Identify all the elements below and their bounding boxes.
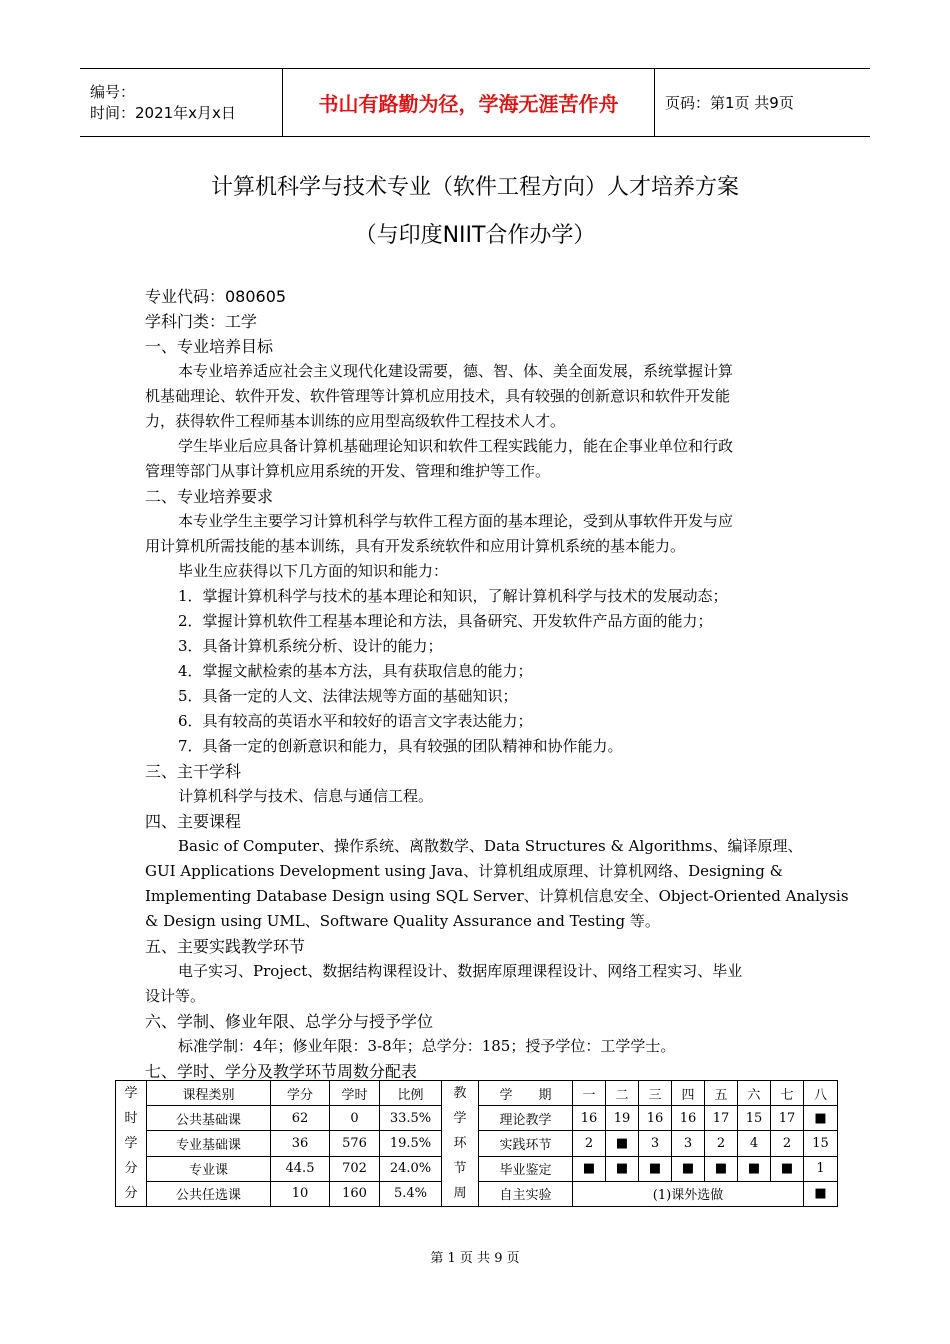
paragraph-line: 机基础理论、软件开发、软件管理等计算机应用技术，具有较强的创新意识和软件开发能 [145, 387, 731, 405]
table-cell: 2 [705, 1131, 738, 1156]
paragraph-line: & Design using UML、Software Quality Assurance and Testing 等。 [145, 912, 660, 930]
page-header [80, 68, 870, 137]
vertical-label-teaching-weeks: 教 学 环 节 周 [442, 1081, 479, 1207]
section-heading: 四、主要课程 [145, 812, 242, 831]
number-label: 编号： [90, 82, 136, 101]
table-cell: (1)课外选做 [573, 1181, 804, 1206]
table-cell: 公共任选课 [147, 1181, 271, 1206]
table-cell: 毕业鉴定 [479, 1156, 573, 1181]
table-cell: 2 [573, 1131, 606, 1156]
vertical-label-hours-credits: 学 时 学 分 分 [116, 1081, 147, 1207]
table-cell: ■ [573, 1156, 606, 1181]
term-header: 七 [771, 1081, 804, 1106]
table-cell: 专业基础课 [147, 1131, 271, 1156]
table-cell: ■ [639, 1156, 672, 1181]
paragraph-line: 计算机科学与技术、信息与通信工程。 [178, 787, 434, 805]
paragraph-line: 管理等部门从事计算机应用系统的开发、管理和维护等工作。 [145, 462, 551, 480]
term-header: 八 [804, 1081, 838, 1106]
paragraph-line: Basic of Computer、操作系统、离散数学、Data Structures & Algorithms、编译原理、 [178, 837, 803, 855]
section-heading: 一、专业培养目标 [145, 337, 274, 356]
table-cell: 15 [738, 1106, 771, 1131]
document-title: 计算机科学与技术专业（软件工程方向）人才培养方案 [210, 175, 739, 200]
section-heading: 七、学时、学分及教学环节周数分配表 [145, 1062, 418, 1081]
table-cell: 576 [330, 1131, 380, 1156]
term-header: 一 [573, 1081, 606, 1106]
document-subtitle: （与印度NIIT合作办学） [354, 223, 596, 248]
table-cell: 0 [330, 1106, 380, 1131]
list-item: 3．具备计算机系统分析、设计的能力； [178, 637, 443, 655]
table-cell: 160 [330, 1181, 380, 1206]
table-header-cell: 学时 [330, 1081, 380, 1106]
table-header-cell: 学 期 [479, 1081, 573, 1106]
page-footer: 第 1 页 共 9 页 [430, 1251, 520, 1266]
table-cell: 理论教学 [479, 1106, 573, 1131]
table-cell: 专业课 [147, 1156, 271, 1181]
table-cell: 17 [705, 1106, 738, 1131]
table-cell: ■ [606, 1156, 639, 1181]
section-heading: 六、学制、修业年限、总学分与授予学位 [145, 1012, 434, 1031]
table-cell: 3 [672, 1131, 705, 1156]
paragraph-line: 电子实习、Project、数据结构课程设计、数据库原理课程设计、网络工程实习、毕业 [178, 962, 743, 980]
table-cell: 36 [271, 1131, 330, 1156]
table-cell: 16 [573, 1106, 606, 1131]
table-cell: 33.5% [380, 1106, 442, 1131]
paragraph-line: Implementing Database Design using SQL Server、计算机信息安全、Object-Oriented Analysis [145, 887, 849, 905]
list-item: 6．具有较高的英语水平和较好的语言文字表达能力； [178, 712, 533, 730]
term-header: 二 [606, 1081, 639, 1106]
distribution-table-wrap [115, 1080, 838, 1207]
section-heading: 三、主干学科 [145, 762, 242, 781]
paragraph-line: 力，获得软件工程师基本训练的应用型高级软件工程技术人才。 [145, 412, 566, 430]
paragraph-line: 用计算机所需技能的基本训练，具有开发系统软件和应用计算机系统的基本能力。 [145, 537, 686, 555]
document-body [145, 284, 849, 1084]
section-heading: 二、专业培养要求 [145, 487, 274, 506]
major-code: 专业代码：080605 [145, 287, 287, 306]
table-cell: 19.5% [380, 1131, 442, 1156]
list-item: 1．掌握计算机科学与技术的基本理论和知识，了解计算机科学与技术的发展动态； [178, 587, 728, 605]
list-item: 2．掌握计算机软件工程基本理论和方法，具备研究、开发软件产品方面的能力； [178, 612, 713, 630]
table-header-cell: 比例 [380, 1081, 442, 1106]
term-header: 三 [639, 1081, 672, 1106]
time-label: 时间：2021年x月x日 [90, 103, 236, 122]
term-header: 六 [738, 1081, 771, 1106]
table-cell: ■ [672, 1156, 705, 1181]
paragraph-line: 本专业学生主要学习计算机科学与软件工程方面的基本理论，受到从事软件开发与应 [178, 512, 734, 530]
table-header-cell: 学分 [271, 1081, 330, 1106]
term-header: 四 [672, 1081, 705, 1106]
paragraph-line: 学生毕业后应具备计算机基础理论知识和软件工程实践能力，能在企事业单位和行政 [178, 437, 734, 455]
header-motto: 书山有路勤为径，学海无涯苦作舟 [282, 69, 655, 136]
table-cell: 19 [606, 1106, 639, 1131]
paragraph-line: GUI Applications Development using Java、计算机组成原理、计算机网络、Designing & [145, 862, 783, 880]
table-cell: 15 [804, 1131, 838, 1156]
table-cell: 2 [771, 1131, 804, 1156]
table-cell: 实践环节 [479, 1131, 573, 1156]
header-page-label: 页码：第1页 共9页 [665, 94, 794, 112]
table-cell: ■ [738, 1156, 771, 1181]
table-cell: 3 [639, 1131, 672, 1156]
table-cell: 公共基础课 [147, 1106, 271, 1131]
table-cell: ■ [771, 1156, 804, 1181]
table-cell: 24.0% [380, 1156, 442, 1181]
discipline-category: 学科门类：工学 [145, 312, 258, 331]
table-row [116, 1081, 838, 1106]
table-cell: 1 [804, 1156, 838, 1181]
table-cell: 702 [330, 1156, 380, 1181]
distribution-table [115, 1080, 838, 1207]
section-heading: 五、主要实践教学环节 [145, 937, 306, 956]
paragraph-line: 本专业培养适应社会主义现代化建设需要，德、智、体、美全面发展，系统掌握计算 [178, 362, 734, 380]
table-cell: ■ [804, 1181, 838, 1206]
table-cell: 10 [271, 1181, 330, 1206]
list-item: 7．具备一定的创新意识和能力，具有较强的团队精神和协作能力。 [178, 737, 623, 755]
table-cell: ■ [705, 1156, 738, 1181]
list-item: 4．掌握文献检索的基本方法，具有获取信息的能力； [178, 662, 533, 680]
table-header-cell: 课程类别 [147, 1081, 271, 1106]
table-cell: 17 [771, 1106, 804, 1131]
table-cell: 4 [738, 1131, 771, 1156]
paragraph-line: 设计等。 [145, 987, 206, 1005]
table-cell: 5.4% [380, 1181, 442, 1206]
table-cell: ■ [804, 1106, 838, 1131]
table-cell: 自主实验 [479, 1181, 573, 1206]
term-header: 五 [705, 1081, 738, 1106]
header-left [80, 69, 282, 136]
table-cell: 16 [672, 1106, 705, 1131]
table-cell: 16 [639, 1106, 672, 1131]
paragraph-line: 毕业生应获得以下几方面的知识和能力： [178, 562, 449, 580]
paragraph-line: 标准学制：4年；修业年限：3-8年；总学分：185；授予学位：工学学士。 [178, 1037, 676, 1055]
table-cell: 44.5 [271, 1156, 330, 1181]
list-item: 5．具备一定的人文、法律法规等方面的基础知识； [178, 687, 518, 705]
table-cell: 62 [271, 1106, 330, 1131]
table-cell: ■ [606, 1131, 639, 1156]
